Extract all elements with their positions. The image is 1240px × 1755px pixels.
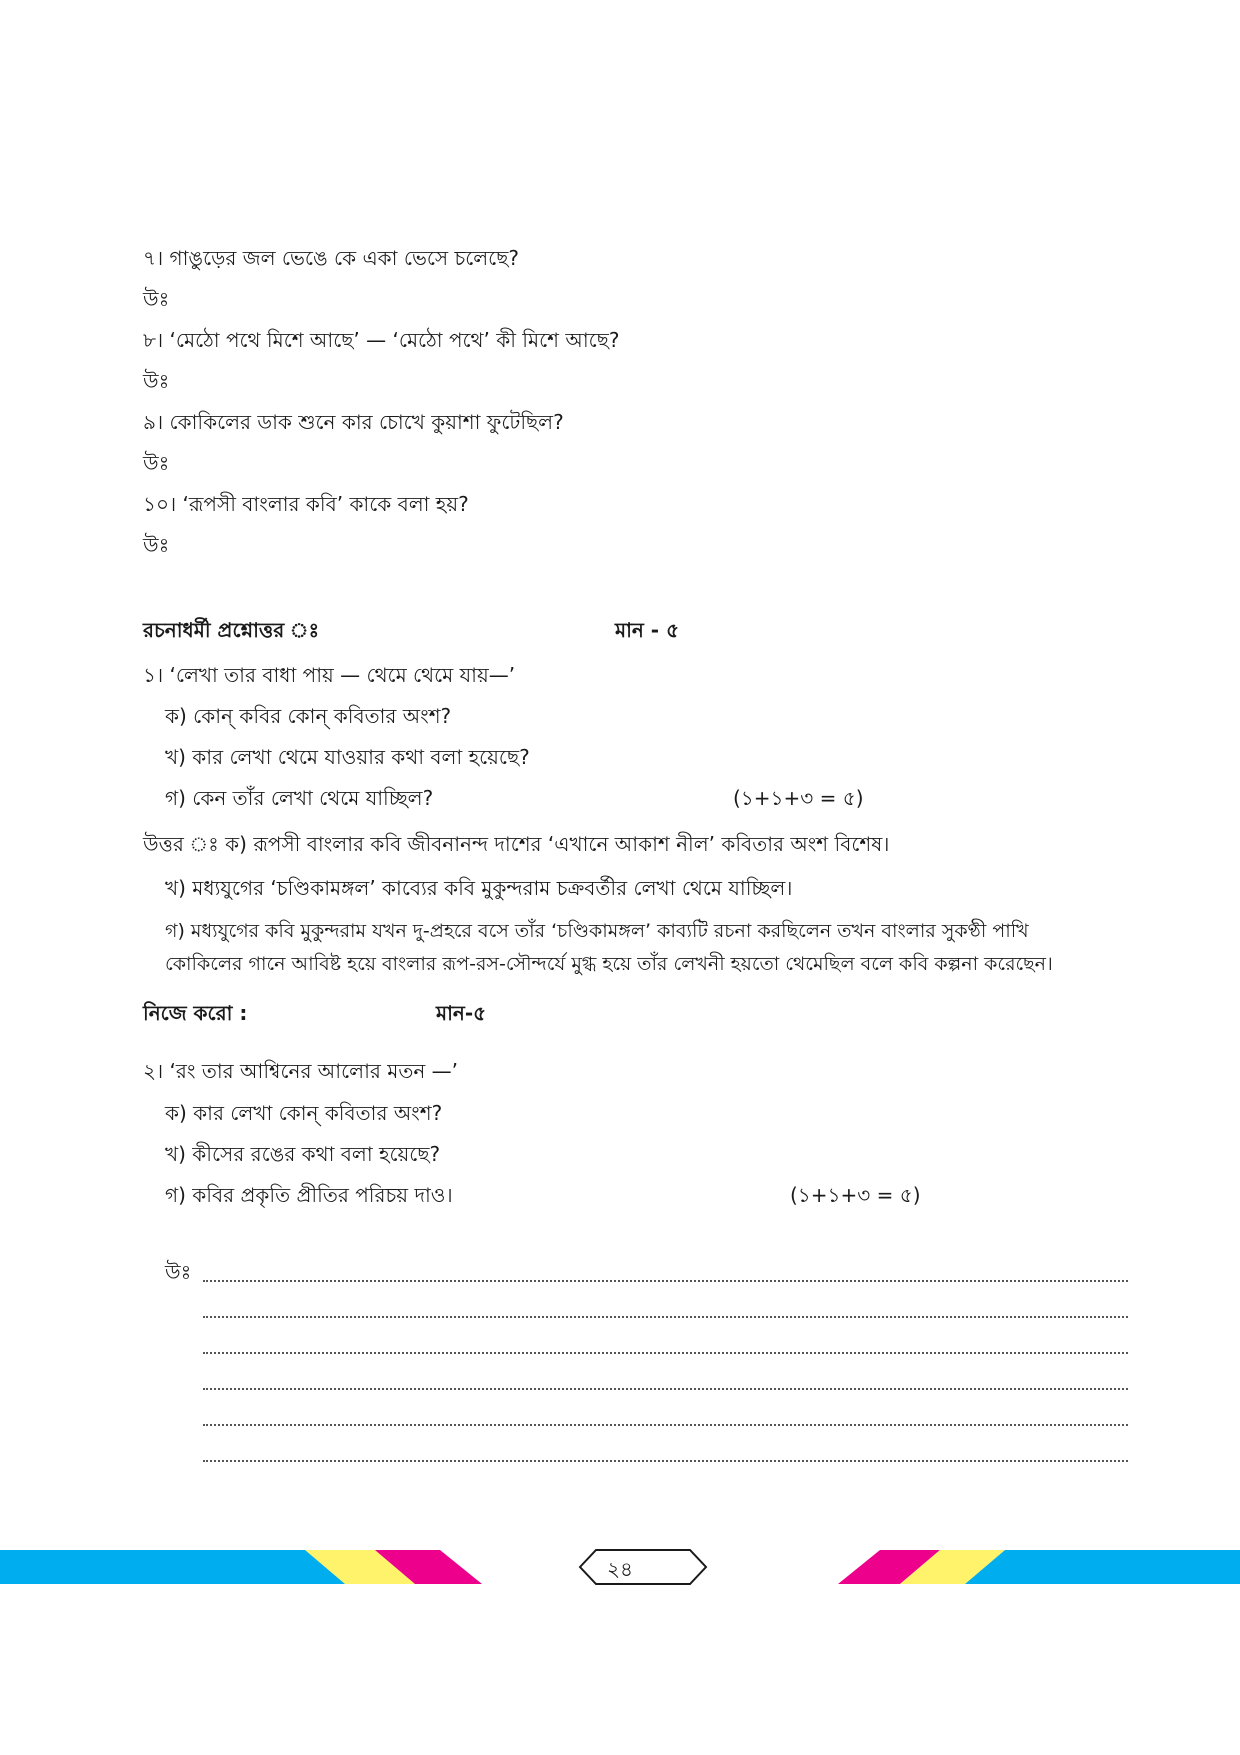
question-10: ১০। ‘রূপসী বাংলার কবি’ কাকে বলা হয়? <box>143 492 469 516</box>
question-9: ৯। কোকিলের ডাক শুনে কার চোখে কুয়াশা ফুটেছিল? <box>143 410 564 434</box>
answer-label-7: উঃ <box>143 287 170 311</box>
section1-answer-ga-cont: কোকিলের গানে আবিষ্ট হয়ে বাংলার রূপ-রস-সৌন্দর্যে মুগ্ধ হয়ে তাঁর লেখনী হয়তো থেমেছিল বলে কবি কল্পনা করেছেন। <box>165 953 1053 975</box>
page-number: ২৪ <box>607 1557 633 1581</box>
section2-score: (১+১+৩ = ৫) <box>790 1183 921 1207</box>
section1-heading: রচনাধর্মী প্রশ্নোত্তর ঃ <box>143 618 320 642</box>
question-8: ৮। ‘মেঠো পথে মিশে আছে’ — ‘মেঠো পথে’ কী মিশে আছে? <box>143 328 620 352</box>
section2-part-ka: ক) কার লেখা কোন্ কবিতার অংশ? <box>165 1101 443 1125</box>
section1-part-ka: ক) কোন্ কবির কোন্ কবিতার অংশ? <box>165 704 452 728</box>
answer-line-2[interactable] <box>203 1316 1128 1318</box>
section2-answer-label: উঃ <box>165 1260 192 1284</box>
answer-line-6[interactable] <box>203 1460 1128 1462</box>
section1-answer-ga: গ) মধ্যযুগের কবি মুকুন্দরাম যখন দু-প্রহরে বসে তাঁর ‘চণ্ডিকামঙ্গল’ কাব্যটি রচনা করছিলেন তখন বাংলার সুকণ্ঠী পাখি <box>165 920 1029 942</box>
section2-part-kha: খ) কীসের রঙের কথা বলা হয়েছে? <box>165 1142 441 1166</box>
answer-line-5[interactable] <box>203 1424 1128 1426</box>
section1-question: ১। ‘লেখা তার বাধা পায় — থেমে থেমে যায়—’ <box>143 663 516 687</box>
section1-score: (১+১+৩ = ৫) <box>733 786 864 810</box>
section2-marks: মান-৫ <box>436 1001 487 1025</box>
section2-heading: নিজে করো : <box>143 1001 248 1025</box>
answer-line-1[interactable] <box>203 1280 1128 1282</box>
section1-part-kha: খ) কার লেখা থেমে যাওয়ার কথা বলা হয়েছে? <box>165 745 530 769</box>
answer-label-9: উঃ <box>143 451 170 475</box>
answer-line-4[interactable] <box>203 1388 1128 1390</box>
section2-question: ২। ‘রং তার আশ্বিনের আলোর মতন —’ <box>143 1059 458 1083</box>
section2-part-ga: গ) কবির প্রকৃতি প্রীতির পরিচয় দাও। <box>165 1183 453 1207</box>
answer-label-8: উঃ <box>143 369 170 393</box>
question-7: ৭। গাঙুড়ের জল ভেঙে কে একা ভেসে চলেছে? <box>143 246 519 270</box>
answer-line-3[interactable] <box>203 1352 1128 1354</box>
answer-label-10: উঃ <box>143 533 170 557</box>
section1-part-ga: গ) কেন তাঁর লেখা থেমে যাচ্ছিল? <box>165 786 434 810</box>
section1-answer-ka: উত্তর ঃ ক) রূপসী বাংলার কবি জীবনানন্দ দাশের ‘এখানে আকাশ নীল’ কবিতার অংশ বিশেষ। <box>143 832 890 856</box>
section1-answer-kha: খ) মধ্যযুগের ‘চণ্ডিকামঙ্গল’ কাব্যের কবি মুকুন্দরাম চক্রবর্তীর লেখা থেমে যাচ্ছিল। <box>165 876 793 900</box>
section1-marks: মান - ৫ <box>615 618 680 642</box>
